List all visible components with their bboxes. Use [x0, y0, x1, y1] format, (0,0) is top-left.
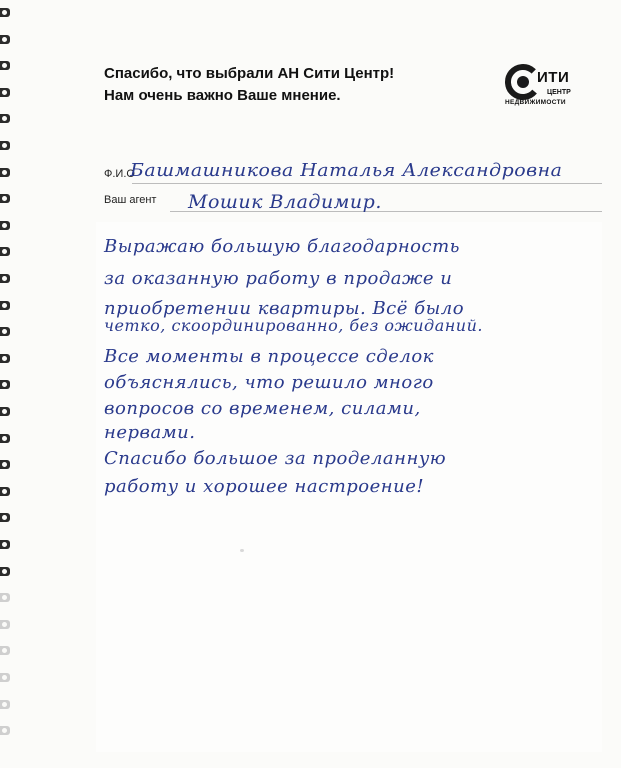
- company-logo: [503, 62, 595, 112]
- binding-ring: [0, 434, 10, 443]
- feedback-line: Спасибо большое за проделанную: [104, 448, 447, 469]
- binding-ring: [0, 114, 10, 123]
- binding-ring: [0, 460, 10, 469]
- logo-subtitle-center: ЦЕНТР: [547, 89, 571, 96]
- binding-ring: [0, 274, 10, 283]
- binding-ring: [0, 407, 10, 416]
- binding-ring: [0, 354, 10, 363]
- binding-ring: [0, 646, 10, 655]
- binding-ring: [0, 487, 10, 496]
- feedback-line: четко, скоординированно, без ожиданий.: [104, 316, 483, 335]
- binding-ring: [0, 8, 10, 17]
- binding-ring: [0, 673, 10, 682]
- name-underline: [132, 183, 602, 184]
- binding-ring: [0, 593, 10, 602]
- feedback-line: за оказанную работу в продаже и: [104, 268, 453, 289]
- spiral-binding: [0, 0, 14, 768]
- binding-ring: [0, 700, 10, 709]
- logo-subtitle-realty: НЕДВИЖИМОСТИ: [505, 99, 566, 106]
- feedback-line: работу и хорошее настроение!: [104, 476, 425, 497]
- binding-ring: [0, 88, 10, 97]
- header-line-1: Спасибо, что выбрали АН Сити Центр!: [104, 65, 395, 82]
- binding-ring: [0, 221, 10, 230]
- feedback-line: нервами.: [104, 422, 196, 443]
- feedback-writing-area: [96, 222, 602, 752]
- binding-ring: [0, 327, 10, 336]
- name-label: Ф.И.О: [104, 168, 135, 180]
- header-line-2: Нам очень важно Ваше мнение.: [104, 87, 341, 104]
- binding-ring: [0, 247, 10, 256]
- paper-speck: [240, 549, 244, 552]
- binding-ring: [0, 194, 10, 203]
- logo-wordmark: ИТИ: [537, 69, 570, 86]
- feedback-line: Выражаю большую благодарность: [104, 236, 460, 257]
- binding-ring: [0, 61, 10, 70]
- name-handwritten: Башмашникова Наталья Александровна: [130, 160, 563, 181]
- agent-label: Ваш агент: [104, 194, 157, 206]
- feedback-line: вопросов со временем, силами,: [104, 398, 421, 419]
- binding-ring: [0, 726, 10, 735]
- feedback-line: Все моменты в процессе сделок: [104, 346, 434, 367]
- form-header: [104, 63, 394, 107]
- binding-ring: [0, 35, 10, 44]
- agent-handwritten: Мошик Владимир.: [188, 191, 382, 213]
- binding-ring: [0, 301, 10, 310]
- binding-ring: [0, 540, 10, 549]
- binding-ring: [0, 513, 10, 522]
- binding-ring: [0, 567, 10, 576]
- binding-ring: [0, 168, 10, 177]
- binding-ring: [0, 620, 10, 629]
- binding-ring: [0, 380, 10, 389]
- binding-ring: [0, 141, 10, 150]
- feedback-line: объяснялись, что решило много: [104, 372, 434, 393]
- feedback-line: приобретении квартиры. Всё было: [104, 298, 465, 319]
